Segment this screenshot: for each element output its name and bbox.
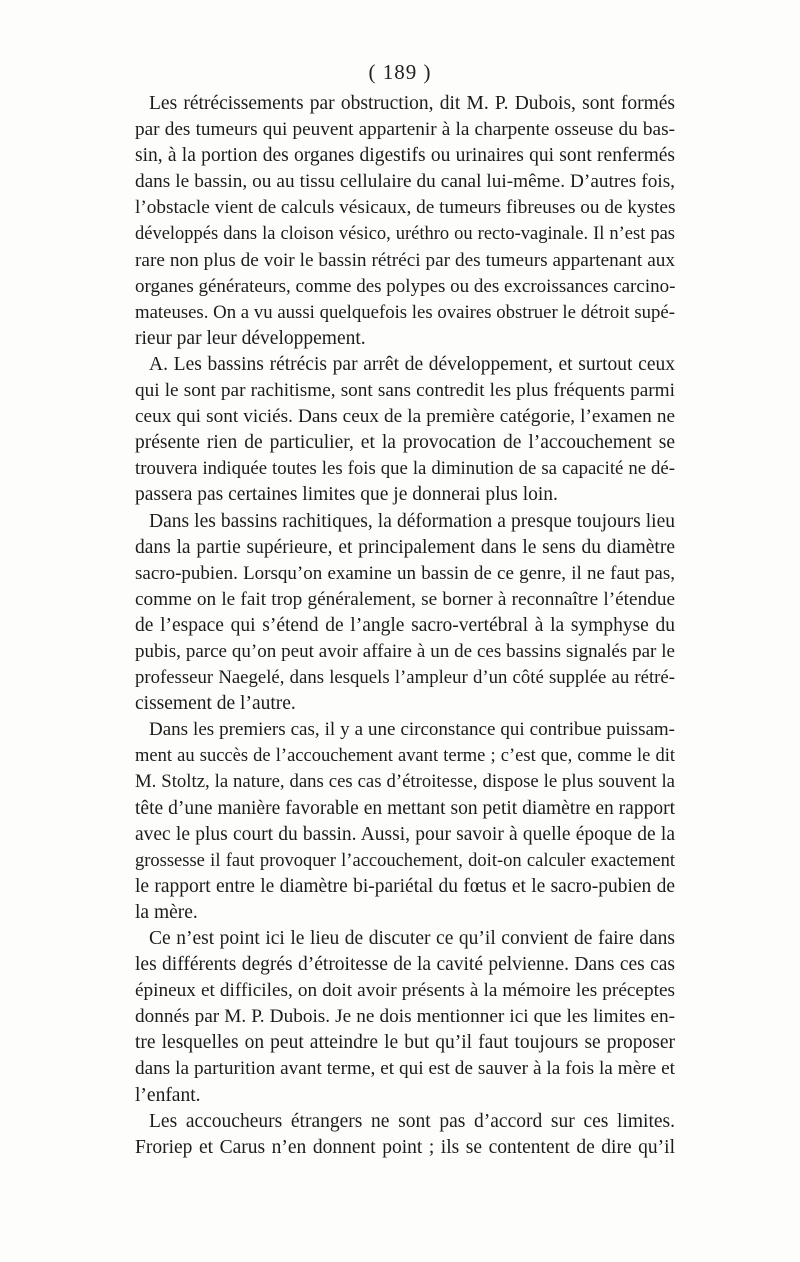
text-line: dans la partie supérieure, et principalement dans le sens du diamètre: [135, 536, 675, 558]
text-line: rieur par leur développement.: [135, 327, 366, 349]
text-line: l’enfant.: [135, 1084, 201, 1106]
text-line: grossesse il faut provoquer l’accouchement, doit-on calculer exactement: [135, 850, 675, 871]
text-line: tre lesquelles on peut atteindre le but qu’il faut toujours se proposer: [135, 1032, 675, 1054]
text-line: Dans les bassins rachitiques, la déformation a presque toujours lieu: [149, 510, 675, 532]
text-line: l’obstacle vient de calculs vésicaux, de tumeurs fibreuses ou de kystes: [135, 197, 676, 219]
text-line: développés dans la cloison vésico, uréthro ou recto-vaginale. Il n’est pas: [135, 224, 675, 245]
text-line: A. Les bassins rétrécis par arrêt de développement, et surtout ceux: [149, 353, 675, 375]
text-line: qui le sont par rachitisme, sont sans contredit les plus fréquents parmi: [135, 380, 675, 402]
text-line: sacro-pubien. Lorsqu’on examine un bassin de ce genre, il ne faut pas,: [135, 562, 675, 584]
text-line: Froriep et Carus n’en donnent point ; ils se contentent de dire qu’il: [135, 1136, 675, 1158]
text-line: dans la parturition avant terme, et qui est de sauver à la fois la mère et: [135, 1058, 675, 1080]
page-number: ( 189 ): [368, 60, 432, 84]
text-line: par des tumeurs qui peuvent appartenir à la charpente osseuse du bas-: [135, 119, 675, 141]
text-line: tête d’une manière favorable en mettant son petit diamètre en rapport: [135, 797, 675, 819]
text-line: passera pas certaines limites que je donnerai plus loin.: [135, 484, 558, 506]
body-text: [135, 91, 675, 1161]
text-line: la mère.: [135, 901, 198, 923]
text-line: M. Stoltz, la nature, dans ces cas d’étroitesse, dispose le plus souvent la: [135, 771, 675, 793]
text-line: mateuses. On a vu aussi quelquefois les ovaires obstruer le détroit supé-: [135, 301, 675, 323]
text-line: présente rien de particulier, et la provocation de l’accouchement se: [135, 432, 675, 454]
text-line: pubis, parce qu’on peut avoir affaire à un de ces bassins signalés par le: [135, 640, 675, 662]
text-line: Ce n’est point ici le lieu de discuter ce qu’il convient de faire dans: [149, 928, 675, 949]
text-line: avec le plus court du bassin. Aussi, pour savoir à quelle époque de la: [135, 823, 675, 845]
text-line: de l’espace qui s’étend de l’angle sacro-vertébral à la symphyse du: [135, 614, 675, 636]
text-line: sin, à la portion des organes digestifs ou urinaires qui sont renfermés: [135, 145, 675, 167]
text-line: le rapport entre le diamètre bi-pariétal du fœtus et le sacro-pubien de: [135, 875, 675, 897]
text-line: ment au succès de l’accouchement avant terme ; c’est que, comme le dit: [135, 746, 675, 767]
text-line: épineux et difficiles, on doit avoir présents à la mémoire les préceptes: [135, 980, 675, 1002]
text-line: rare non plus de voir le bassin rétréci par des tumeurs appartenant aux: [135, 249, 675, 271]
text-line: organes générateurs, comme des polypes ou des excroissances carcino-: [135, 275, 676, 297]
text-line: Les rétrécissements par obstruction, dit M. P. Dubois, sont formés: [149, 93, 675, 114]
text-line: cissement de l’autre.: [135, 693, 296, 715]
text-line: professeur Naegelé, dans lesquels l’ampleur d’un côté supplée au rétré-: [135, 667, 675, 689]
text-line: dans le bassin, ou au tissu cellulaire du canal lui-même. D’autres fois,: [135, 171, 675, 193]
text-line: trouvera indiquée toutes les fois que la diminution de sa capacité ne dé-: [135, 458, 675, 480]
text-line: les différents degrés d’étroitesse de la cavité pelvienne. Dans ces cas: [135, 954, 675, 976]
text-line: donnés par M. P. Dubois. Je ne dois mentionner ici que les limites en-: [135, 1006, 675, 1028]
text-line: Les accoucheurs étrangers ne sont pas d’accord sur ces limites.: [149, 1110, 675, 1132]
text-line: ceux qui sont viciés. Dans ceux de la première catégorie, l’examen ne: [135, 406, 675, 428]
text-line: comme on le fait trop généralement, se borner à reconnaître l’étendue: [135, 588, 675, 610]
text-line: Dans les premiers cas, il y a une circonstance qui contribue puissam-: [149, 719, 675, 741]
